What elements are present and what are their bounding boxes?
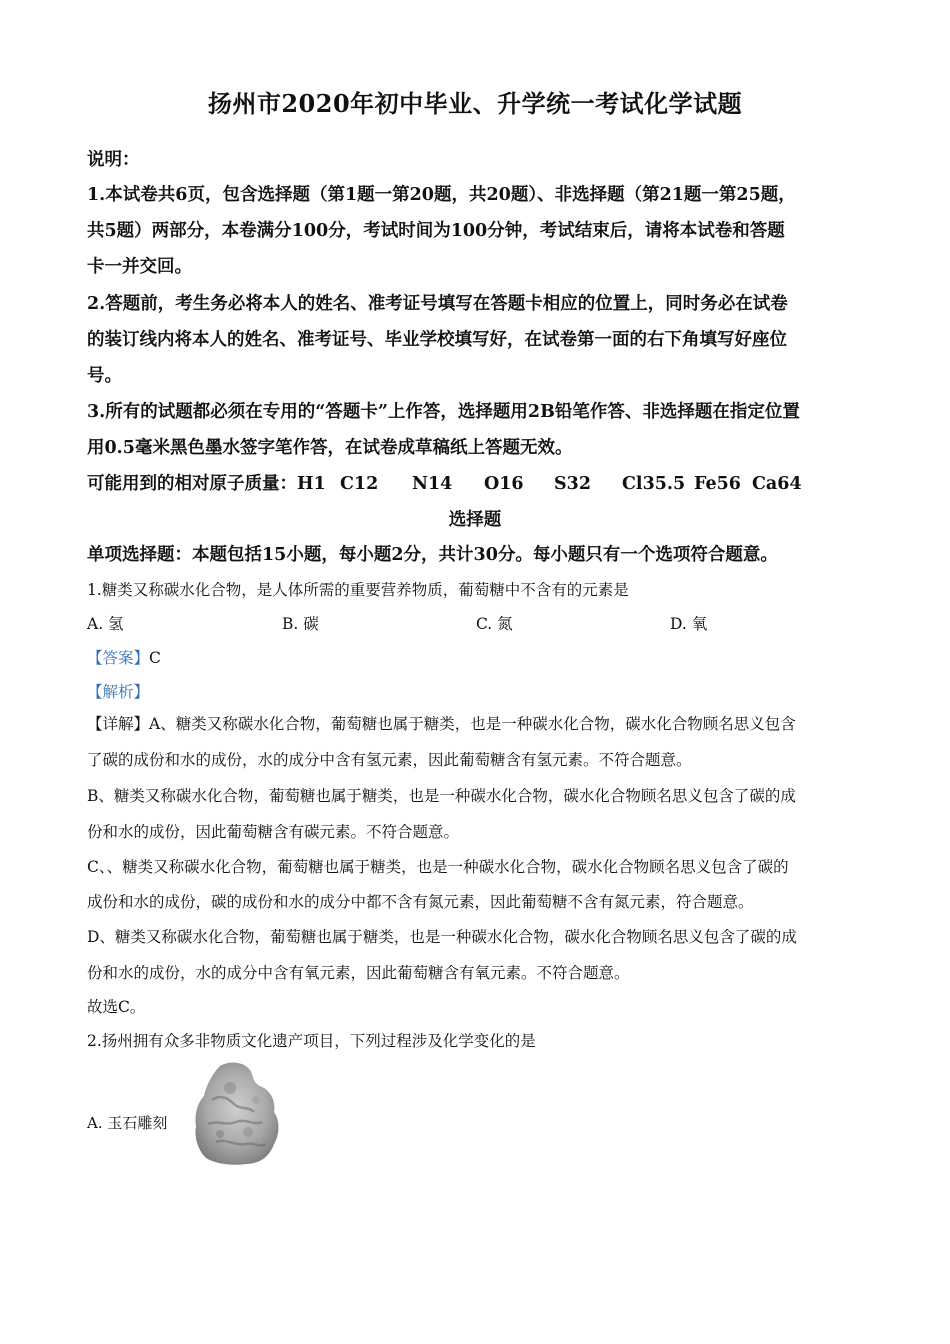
question-2-stem: 2.扬州拥有众多非物质文化遗产项目，下列过程涉及化学变化的是 [87,1032,536,1050]
detail-line: C、、糖类又称碳水化合物，葡萄糖也属于糖类，也是一种碳水化合物，碳水化合物顾名思义包含了碳的 [87,858,789,876]
detail-line: 份和水的成份，因此葡萄糖含有碳元素。不符合题意。 [87,823,460,841]
detail-line: B、糖类又称碳水化合物，葡萄糖也属于糖类，也是一种碳水化合物，碳水化合物顾名思义包含了碳的成 [87,787,796,805]
q2-option-a: A. 玉石雕刻 [87,1114,168,1132]
instruction-line: 3.所有的试题都必须在专用的“答题卡”上作答，选择题用2B铅笔作答、非选择题在指定位置 [87,402,800,422]
detail-conclusion: 故选C。 [87,998,146,1016]
q1-option-a: A. 氢 [87,615,124,633]
detail-line [87,712,796,734]
atomic-mass-item: S32 [554,474,591,494]
detail-line: 成份和水的成份，碳的成份和水的成分中都不含有氮元素，因此葡萄糖不含有氮元素，符合题意。 [87,893,754,911]
atomic-mass-item: C12 [340,474,379,494]
q1-answer [87,646,161,668]
atomic-mass-item: Fe56 [694,474,741,494]
detail-line: 份和水的成份，水的成分中含有氧元素，因此葡萄糖含有氧元素。不符合题意。 [87,964,630,982]
instruction-line: 2.答题前，考生务必将本人的姓名、准考证号填写在答题卡相应的位置上，同时务必在试卷 [87,294,788,314]
detail-line: D、糖类又称碳水化合物，葡萄糖也属于糖类，也是一种碳水化合物，碳水化合物顾名思义包含了碳的成 [87,928,797,946]
instructions-heading: 说明： [87,150,140,170]
instruction-line: 卡一并交回。 [87,257,192,277]
section-title: 选择题 [448,510,502,530]
atomic-mass-line [87,470,802,495]
section-description: 单项选择题：本题包括15小题，每小题2分，共计30分。每小题只有一个选项符合题意。 [87,545,778,565]
question-1-stem: 1.糖类又称碳水化合物，是人体所需的重要营养物质，葡萄糖中不含有的元素是 [87,581,629,599]
answer-value: C [149,649,161,667]
detail-line: 了碳的成份和水的成份，水的成分中含有氢元素，因此葡萄糖含有氢元素。不符合题意。 [87,751,692,769]
detail-tag: 【详解】 [87,715,150,733]
atomic-mass-item: Ca64 [752,474,802,494]
instruction-line: 用0.5毫米黑色墨水签字笔作答，在试卷成草稿纸上答题无效。 [87,438,573,458]
detail-text: A、糖类又称碳水化合物，葡萄糖也属于糖类，也是一种碳水化合物，碳水化合物顾名思义包含 [149,715,796,733]
analysis-tag: 【解析】 [87,683,150,701]
instruction-line: 的装订线内将本人的姓名、准考证号、毕业学校填写好，在试卷第一面的右下角填写好座位 [87,330,787,350]
atomic-mass-item: O16 [484,474,524,494]
instruction-line: 共5题）两部分，本卷满分100分，考试时间为100分钟，考试结束后，请将本试卷和答题 [87,221,785,241]
jade-carving-image [190,1060,282,1168]
instruction-line: 1.本试卷共6页，包含选择题（第1题一第20题，共20题）、非选择题（第21题一第25题， [87,185,796,205]
page-title: 扬州市2020年初中毕业、升学统一考试化学试题 [207,89,743,118]
atomic-mass-item: Cl35.5 [622,474,686,494]
answer-tag: 【答案】 [87,649,150,667]
atomic-mass-item: N14 [412,474,453,494]
atomic-mass-item: H1 [297,474,326,494]
atomic-mass-label: 可能用到的相对原子质量： [87,474,297,494]
q1-option-c: C. 氮 [476,615,513,633]
q1-option-d: D. 氧 [670,615,708,633]
q1-option-b: B. 碳 [282,615,319,633]
instruction-line: 号。 [87,366,122,386]
